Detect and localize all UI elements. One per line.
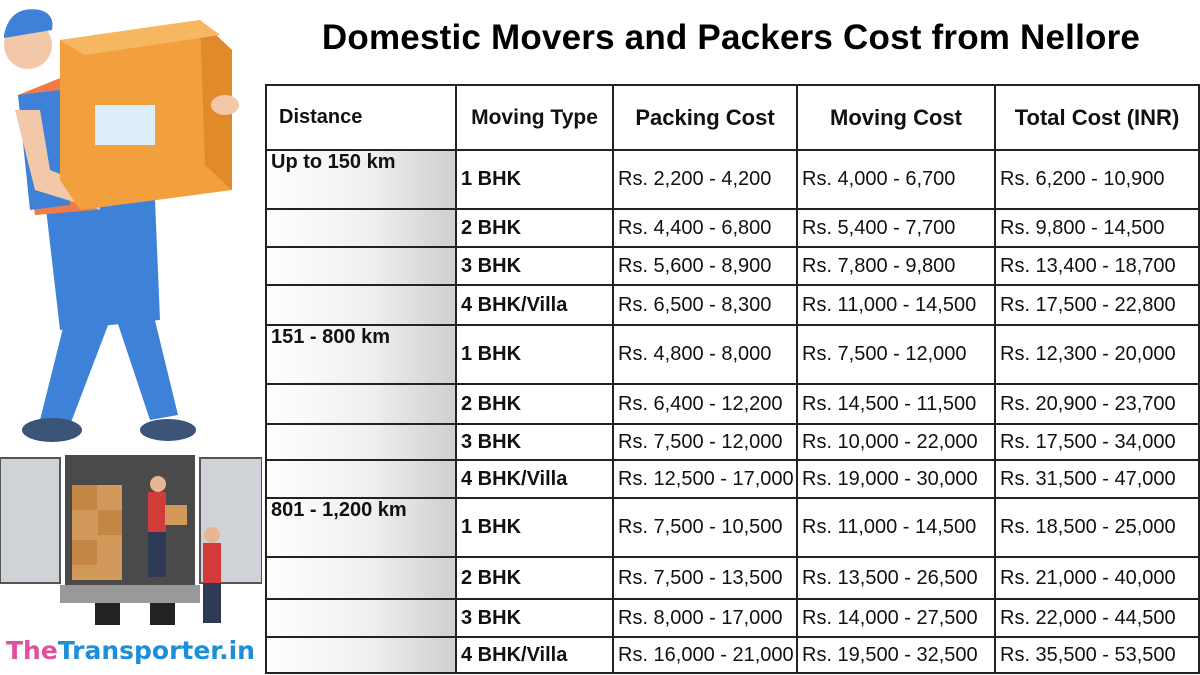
table-row — [266, 599, 1199, 637]
total-cost-cell: Rs. 9,800 - 14,500 — [995, 209, 1199, 247]
table-row — [266, 498, 1199, 557]
header-total-cost: Total Cost (INR) — [995, 85, 1199, 150]
total-cost-cell: Rs. 12,300 - 20,000 — [995, 325, 1199, 384]
table-row — [266, 384, 1199, 424]
moving-cost-cell: Rs. 10,000 - 22,000 — [797, 424, 995, 460]
distance-cell — [266, 247, 456, 285]
distance-cell — [266, 637, 456, 673]
moving-type-cell: 4 BHK/Villa — [456, 285, 613, 325]
total-cost-cell: Rs. 35,500 - 53,500 — [995, 637, 1199, 673]
moving-type-cell: 2 BHK — [456, 384, 613, 424]
distance-cell: 801 - 1,200 km — [266, 498, 456, 557]
table-row — [266, 460, 1199, 498]
brand-part1: The — [6, 636, 58, 665]
header-moving-cost: Moving Cost — [797, 85, 995, 150]
header-packing-cost: Packing Cost — [613, 85, 797, 150]
moving-type-cell: 3 BHK — [456, 424, 613, 460]
moving-type-cell: 3 BHK — [456, 599, 613, 637]
distance-cell: Up to 150 km — [266, 150, 456, 209]
moving-type-cell: 2 BHK — [456, 209, 613, 247]
moving-type-cell: 2 BHK — [456, 557, 613, 599]
table-row — [266, 150, 1199, 209]
moving-type-cell: 4 BHK/Villa — [456, 460, 613, 498]
total-cost-cell: Rs. 22,000 - 44,500 — [995, 599, 1199, 637]
distance-cell — [266, 285, 456, 325]
page-title: Domestic Movers and Packers Cost from Nellore — [321, 18, 1141, 57]
total-cost-cell: Rs. 13,400 - 18,700 — [995, 247, 1199, 285]
distance-cell — [266, 557, 456, 599]
cost-table — [265, 84, 1200, 674]
table-header-row — [266, 85, 1199, 150]
delivery-truck-icon — [0, 455, 262, 625]
moving-cost-cell: Rs. 13,500 - 26,500 — [797, 557, 995, 599]
moving-cost-cell: Rs. 11,000 - 14,500 — [797, 285, 995, 325]
packing-cost-cell: Rs. 4,400 - 6,800 — [613, 209, 797, 247]
header-moving-type: Moving Type — [456, 85, 613, 150]
packing-cost-cell: Rs. 16,000 - 21,000 — [613, 637, 797, 673]
moving-cost-cell: Rs. 19,500 - 32,500 — [797, 637, 995, 673]
moving-type-cell: 3 BHK — [456, 247, 613, 285]
moving-cost-cell: Rs. 4,000 - 6,700 — [797, 150, 995, 209]
moving-cost-cell: Rs. 5,400 - 7,700 — [797, 209, 995, 247]
movers-illustration — [0, 0, 262, 675]
moving-cost-cell: Rs. 14,000 - 27,500 — [797, 599, 995, 637]
packing-cost-cell: Rs. 7,500 - 10,500 — [613, 498, 797, 557]
moving-cost-cell: Rs. 11,000 - 14,500 — [797, 498, 995, 557]
distance-cell — [266, 384, 456, 424]
moving-type-cell: 1 BHK — [456, 325, 613, 384]
table-row — [266, 209, 1199, 247]
packing-cost-cell: Rs. 6,500 - 8,300 — [613, 285, 797, 325]
packing-cost-cell: Rs. 6,400 - 12,200 — [613, 384, 797, 424]
distance-cell — [266, 599, 456, 637]
table-row — [266, 285, 1199, 325]
packing-cost-cell: Rs. 12,500 - 17,000 — [613, 460, 797, 498]
packing-cost-cell: Rs. 5,600 - 8,900 — [613, 247, 797, 285]
total-cost-cell: Rs. 17,500 - 34,000 — [995, 424, 1199, 460]
table-row — [266, 325, 1199, 384]
header-distance: Distance — [266, 85, 456, 150]
total-cost-cell: Rs. 17,500 - 22,800 — [995, 285, 1199, 325]
moving-cost-cell: Rs. 14,500 - 11,500 — [797, 384, 995, 424]
distance-cell — [266, 424, 456, 460]
moving-type-cell: 1 BHK — [456, 498, 613, 557]
table-row — [266, 637, 1199, 673]
packing-cost-cell: Rs. 7,500 - 13,500 — [613, 557, 797, 599]
table-row — [266, 247, 1199, 285]
moving-cost-cell: Rs. 19,000 - 30,000 — [797, 460, 995, 498]
moving-type-cell: 4 BHK/Villa — [456, 637, 613, 673]
mover-carrying-box-icon — [4, 9, 239, 442]
moving-cost-cell: Rs. 7,800 - 9,800 — [797, 247, 995, 285]
total-cost-cell: Rs. 21,000 - 40,000 — [995, 557, 1199, 599]
brand-part2: Transporter.in — [57, 636, 255, 665]
total-cost-cell: Rs. 18,500 - 25,000 — [995, 498, 1199, 557]
packing-cost-cell: Rs. 4,800 - 8,000 — [613, 325, 797, 384]
moving-type-cell: 1 BHK — [456, 150, 613, 209]
brand-logo-text — [6, 633, 255, 669]
packing-cost-cell: Rs. 8,000 - 17,000 — [613, 599, 797, 637]
packing-cost-cell: Rs. 7,500 - 12,000 — [613, 424, 797, 460]
packing-cost-cell: Rs. 2,200 - 4,200 — [613, 150, 797, 209]
total-cost-cell: Rs. 31,500 - 47,000 — [995, 460, 1199, 498]
total-cost-cell: Rs. 6,200 - 10,900 — [995, 150, 1199, 209]
distance-cell: 151 - 800 km — [266, 325, 456, 384]
total-cost-cell: Rs. 20,900 - 23,700 — [995, 384, 1199, 424]
distance-cell — [266, 460, 456, 498]
table-row — [266, 424, 1199, 460]
table-row — [266, 557, 1199, 599]
distance-cell — [266, 209, 456, 247]
moving-cost-cell: Rs. 7,500 - 12,000 — [797, 325, 995, 384]
